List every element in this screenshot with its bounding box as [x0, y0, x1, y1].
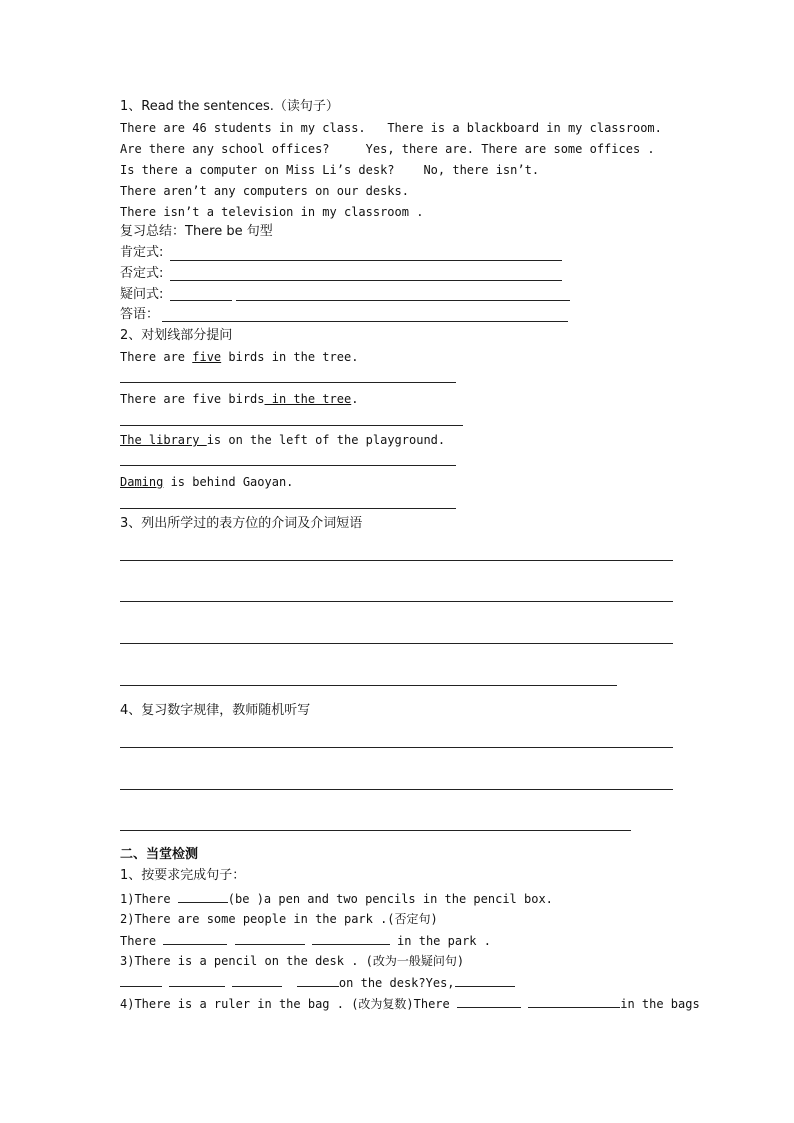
- sentence-line: [120, 120, 662, 136]
- sentence: No, there isn’t.: [423, 163, 540, 177]
- answer-line[interactable]: [120, 685, 617, 686]
- sentence: There aren’t any computers on our desks.: [120, 184, 409, 198]
- section3-title: 3、列出所学过的表方位的介词及介词短语: [120, 516, 363, 531]
- answer-line[interactable]: [170, 280, 562, 281]
- answer-line[interactable]: [120, 508, 456, 509]
- sentence: There are 46 students in my class.: [120, 121, 366, 135]
- section4-title: 4、复习数字规律，教师随机听写: [120, 703, 311, 718]
- fill-blank[interactable]: [169, 974, 225, 987]
- answer-line[interactable]: [120, 382, 456, 383]
- sentence: Is there a computer on Miss Li’s desk?: [120, 163, 395, 177]
- answer-line[interactable]: [236, 300, 570, 301]
- part2-title: 二、当堂检测: [120, 847, 199, 862]
- fill-blank[interactable]: [232, 974, 282, 987]
- exercise-4: 4)There is a ruler in the bag . (改为复数)There in the bags: [120, 997, 700, 1011]
- question-sentence: The library is on the left of the playground.: [120, 433, 446, 447]
- answer-line[interactable]: [120, 789, 673, 790]
- question-sentence: There are five birds in the tree.: [120, 392, 359, 406]
- section1-title: 1、Read the sentences.（读句子）: [120, 99, 339, 114]
- answer-line[interactable]: [170, 300, 232, 301]
- part2-subtitle: 1、按要求完成句子：: [120, 868, 246, 883]
- sentence: Are there any school offices?: [120, 142, 330, 156]
- underlined-part: The library: [120, 433, 207, 447]
- exercise-3: 3)There is a pencil on the desk . (改为一般疑问句): [120, 954, 465, 968]
- sentence: There is a blackboard in my classroom.: [387, 121, 662, 135]
- fill-blank[interactable]: [297, 974, 339, 987]
- answer-line[interactable]: [120, 747, 673, 748]
- question-sentence: Daming is behind Gaoyan.: [120, 475, 294, 489]
- question-sentence: There are five birds in the tree.: [120, 350, 359, 364]
- underlined-part: in the tree: [264, 392, 352, 406]
- exercise-3-answer: on the desk?Yes,: [120, 974, 515, 991]
- answer-label: 答语：: [120, 307, 160, 322]
- exercise-2-answer: There in the park .: [120, 934, 491, 948]
- answer-line[interactable]: [170, 260, 562, 261]
- summary-label: 复习总结：There be 句型: [120, 224, 273, 239]
- underlined-part: Daming: [120, 475, 164, 489]
- exercise-2: 2)There are some people in the park .(否定句): [120, 912, 438, 926]
- answer-line[interactable]: [120, 643, 673, 644]
- affirmative-label: 肯定式:: [120, 245, 164, 260]
- answer-line[interactable]: [162, 321, 568, 322]
- exercise-1: 1)There (be )a pen and two pencils in the pencil box.: [120, 892, 553, 906]
- sentence: There isn’t a television in my classroom .: [120, 205, 424, 219]
- answer-line[interactable]: [120, 830, 631, 831]
- fill-blank[interactable]: [235, 932, 305, 945]
- negative-label: 否定式:: [120, 266, 164, 281]
- fill-blank[interactable]: [312, 932, 390, 945]
- section2-title: 2、对划线部分提问: [120, 328, 233, 343]
- answer-line[interactable]: [120, 601, 673, 602]
- sentence-line: [120, 141, 655, 157]
- fill-blank[interactable]: [455, 974, 515, 987]
- answer-line[interactable]: [120, 425, 463, 426]
- underlined-part: five: [192, 350, 222, 364]
- fill-blank[interactable]: [163, 932, 227, 945]
- sentence-line: [120, 162, 539, 178]
- sentence: Yes, there are. There are some offices .: [365, 142, 655, 156]
- fill-blank[interactable]: [120, 974, 162, 987]
- answer-line[interactable]: [120, 465, 456, 466]
- fill-blank[interactable]: [457, 995, 521, 1008]
- answer-line[interactable]: [120, 560, 673, 561]
- fill-blank[interactable]: [178, 890, 228, 903]
- fill-blank[interactable]: [528, 995, 620, 1008]
- question-label: 疑问式:: [120, 287, 164, 302]
